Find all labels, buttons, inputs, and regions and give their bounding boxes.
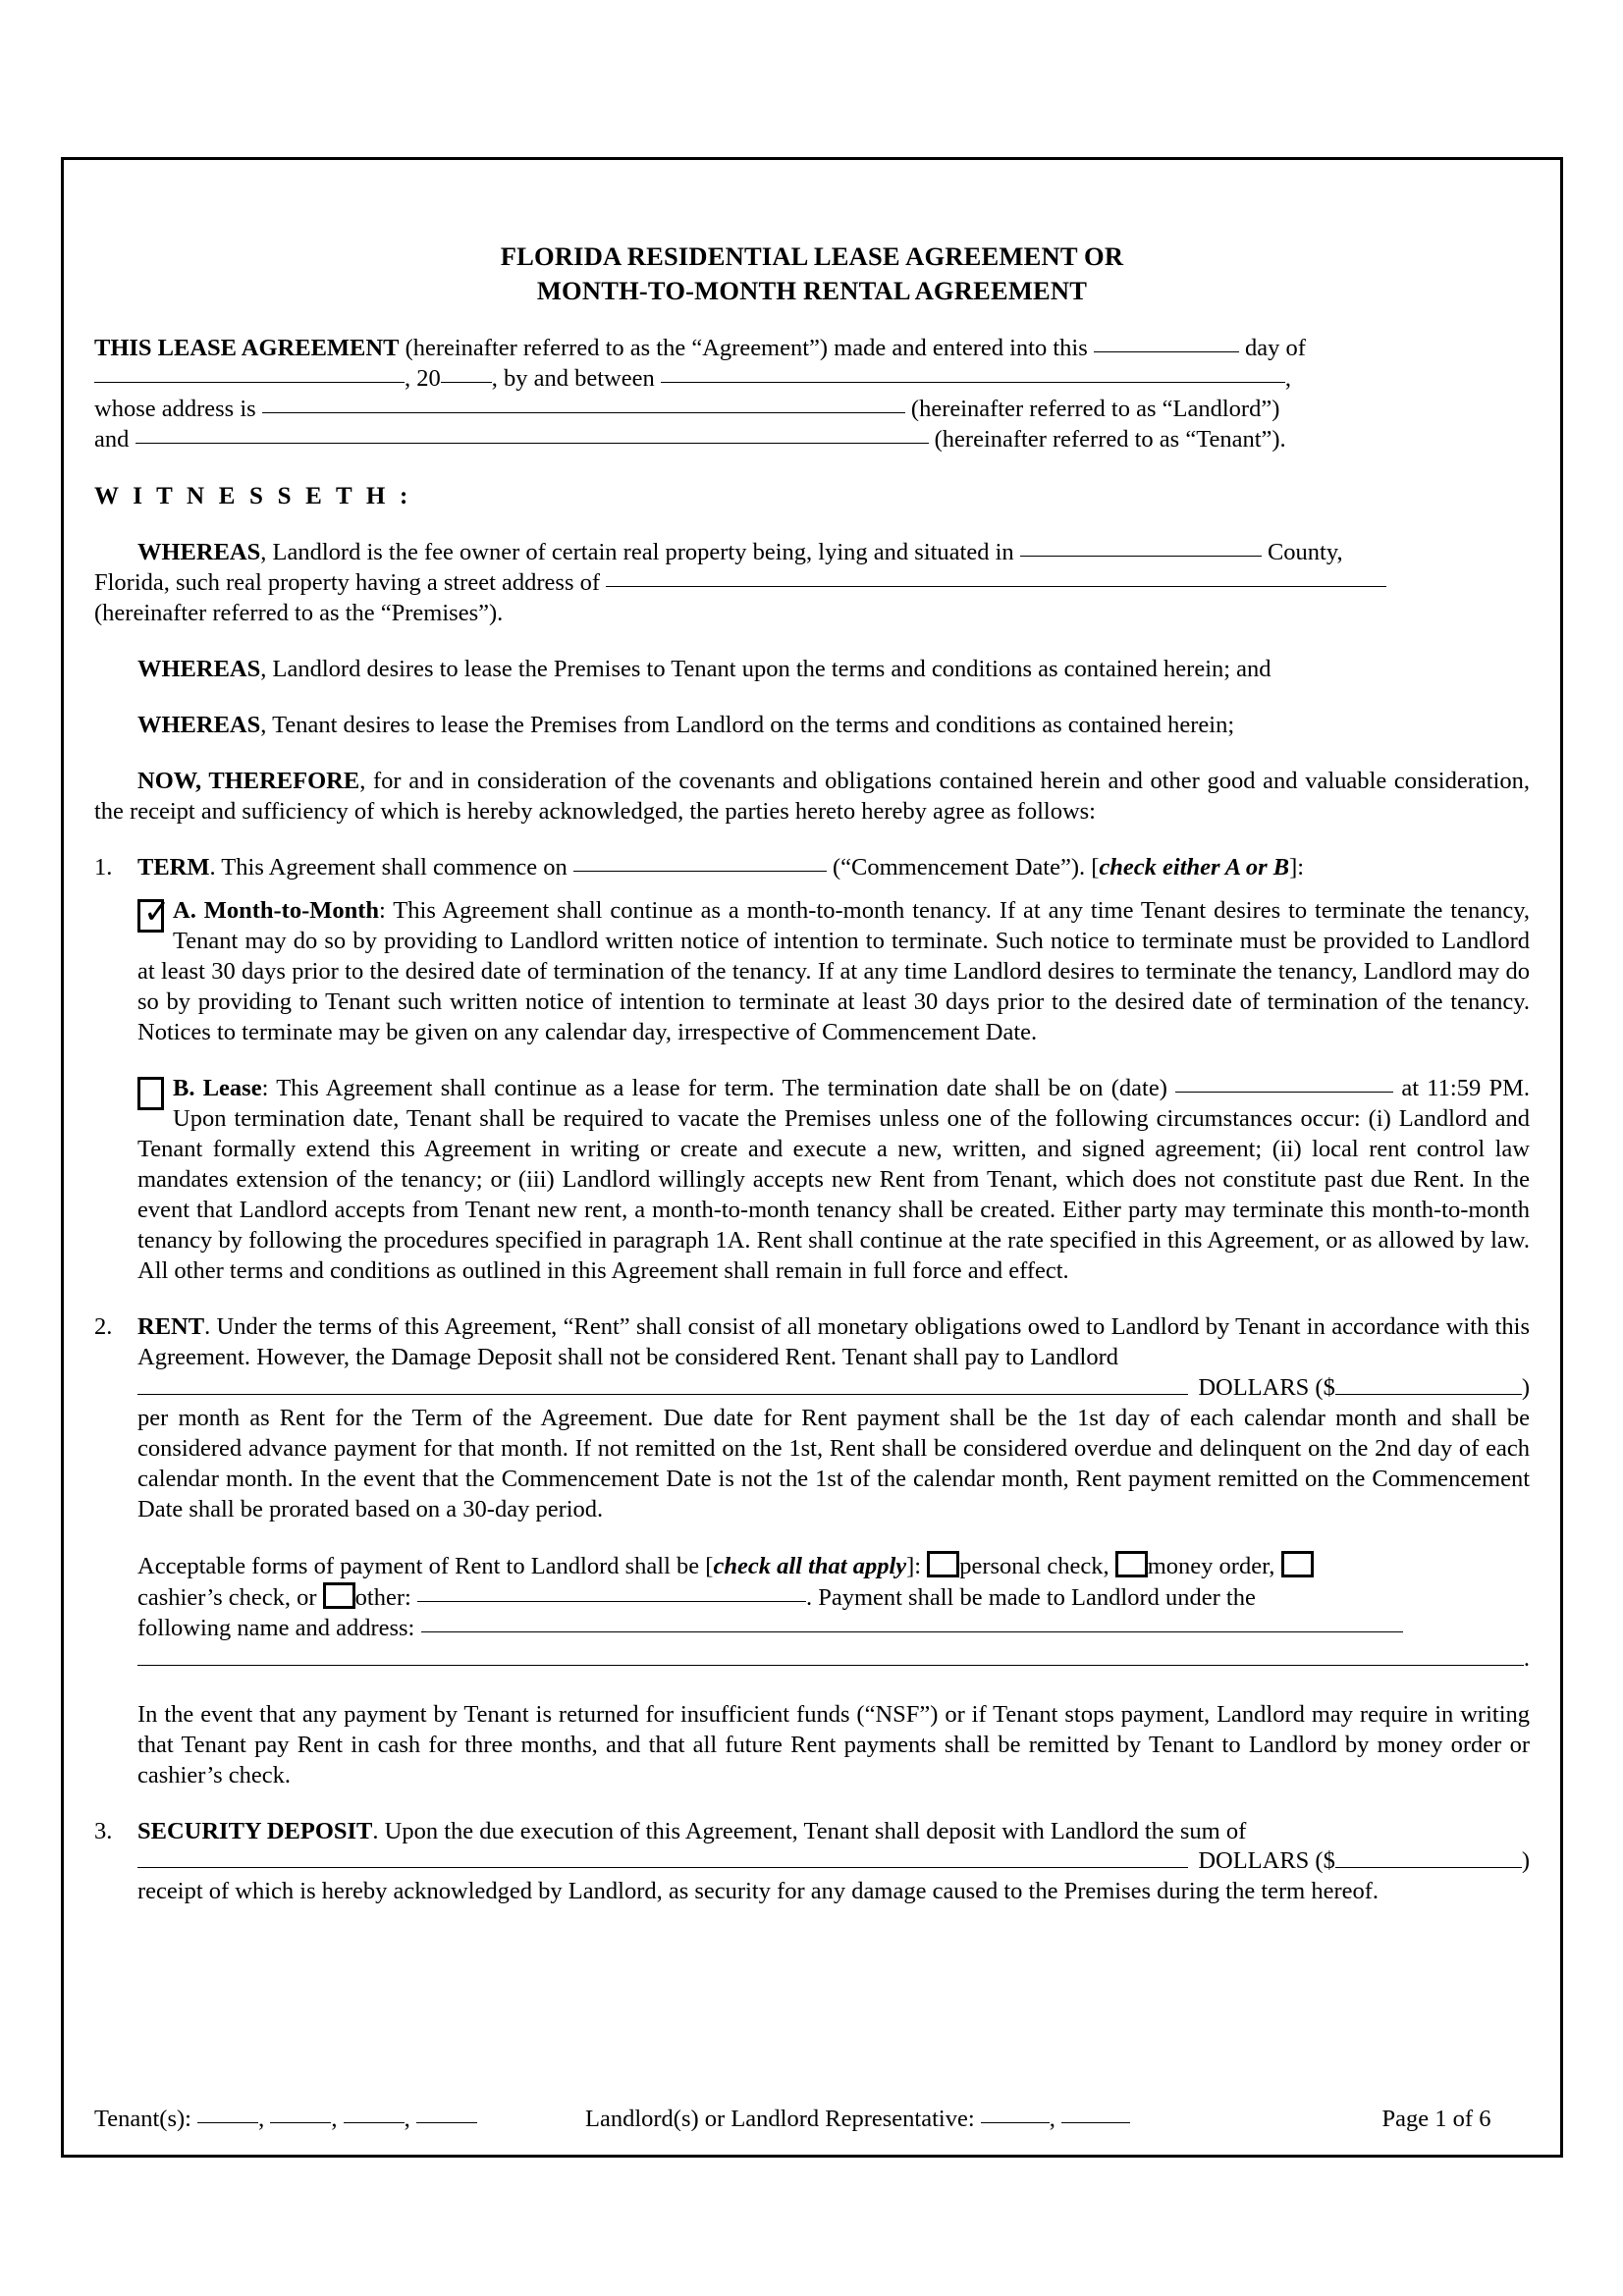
whereas-1 [94,538,1530,568]
now-therefore-text: , for and in consideration of the covenants and obligations contained herein and other good and valuable consideration, the receipt and sufficiency of which is hereby acknowledged, the parties hereto hereby agree as follows: [94,767,1531,825]
checkbox-other[interactable] [323,1582,355,1609]
clause-1-emph: check either A or B [1099,853,1290,881]
footer-landlord-label: Landlord(s) or Landlord Representative: [585,2106,975,2132]
payment-methods-line-3 [137,1614,1530,1644]
whereas-1-text-b: Florida, such real property having a street address of [94,569,601,597]
whereas-1-lead: WHEREAS [137,539,261,566]
payment-text-c: cashier’s check, or [137,1583,317,1611]
nsf-block [137,1700,1530,1791]
clause-1-number: 1. [94,853,113,881]
payment-methods-line-2 [137,1582,1530,1614]
and-label: and [94,426,130,454]
clause-2-text-a: . Under the terms of this Agreement, “Rent” shall consist of all monetary obligations owed to Landlord by Tenant in accordance with this Agreement. However, the Damage Deposit shall not be considered Rent. Tenant shall pay to Landlord [137,1312,1530,1370]
tenant-tag: (hereinafter referred to as “Tenant”). [934,426,1286,454]
option-a-text: : This Agreement shall continue as a month-to-month tenancy. If at any time Tenant desires to terminate the tenancy, Tenant may do so by providing to Landlord written notice of intention to terminate. Such notice to terminate must be provided to Landlord at least 30 days prior to the desired date of termination of the tenancy. If at any time Landlord desires to terminate the tenancy, Landlord may do so by providing to Tenant such written notice of intention to terminate at least 30 days prior to the desired date of termination of the tenancy. Notices to terminate may be given on any calendar day, irrespective of Commencement Date. [137,896,1530,1045]
payment-option-3: other: [354,1583,411,1611]
title-line-2: MONTH-TO-MONTH RENTAL AGREEMENT [536,276,1088,306]
whereas-1-text-a: , Landlord is the fee owner of certain real property being, lying and situated in [260,539,1014,566]
payment-text-a: Acceptable forms of payment of Rent to Landlord shall be [ [137,1552,714,1579]
payment-other-blank[interactable] [417,1601,806,1602]
whereas-1-text-c: (hereinafter referred to as the “Premises”). [94,600,504,626]
whereas-2-text: , Landlord desires to lease the Premises to Tenant upon the terms and conditions as contained herein; and [260,655,1271,682]
tenant-line [94,425,1530,455]
document-page [61,157,1563,2158]
landlord-initial-blank-2[interactable] [1061,2122,1130,2123]
clause-3-number: 3. [94,1817,113,1844]
checkbox-money-order[interactable] [1115,1551,1148,1577]
date-month-blank[interactable] [94,382,405,383]
whereas-2-lead: WHEREAS [137,655,261,682]
tenant-initial-blank-2[interactable] [270,2122,331,2123]
tenant-initial-blank-3[interactable] [344,2122,405,2123]
whereas-1-line-2 [94,568,1530,599]
intro-text-a: (hereinafter referred to as the “Agreement”) made and entered into this [405,335,1088,362]
date-year-blank[interactable] [441,382,492,383]
payment-emph: check all that apply [713,1552,907,1579]
clause-3-body [137,1817,1530,1847]
footer-landlord-signatures [585,2106,1343,2133]
payment-methods-block [137,1551,1530,1675]
intro-text-b: day of [1245,335,1306,362]
landlord-address-line [94,395,1530,425]
footer-page-number: Page 1 of 6 [1381,2106,1491,2132]
deposit-dollars-label: DOLLARS ($ [1198,1847,1335,1875]
landlord-address-blank[interactable] [262,412,905,413]
option-b-text-a: : This Agreement shall continue as a lease for term. The termination date shall be on (date) [261,1074,1167,1101]
rent-amount-number-blank[interactable] [1335,1394,1522,1395]
footer-tenant-label: Tenant(s): [94,2106,191,2132]
whereas-3 [94,711,1530,741]
rent-dollars-close: ) [1521,1373,1530,1401]
payment-methods-line-1 [137,1551,1530,1582]
deposit-amount-words-blank[interactable] [137,1867,1188,1868]
witnesseth-heading: W I T N E S S E T H : [94,483,412,510]
whereas-3-lead: WHEREAS [137,711,261,738]
clause-security-deposit [94,1817,1530,1847]
sep-4: , [1049,2106,1055,2132]
checkbox-personal-check[interactable] [927,1551,959,1577]
rent-terms-text: per month as Rent for the Term of the Agreement. Due date for Rent payment shall be the 1st day of each calendar month and shall be considered advance payment for that month. If not remitted on the 1st, Rent shall be considered overdue and delinquent on the 2nd day of each calendar month. In the event that the Commencement Date is not the 1st of the calendar month, Rent payment remitted on the Commencement Date shall be prorated based on a 30-day period. [137,1404,1530,1522]
sep-2: , [331,2106,338,2132]
payment-option-1: personal check, [959,1552,1109,1579]
intro-line-2: , 20 , by and between , [94,364,1530,395]
intro-year-prefix: , 20 [405,365,441,393]
clause-2-body [137,1312,1530,1373]
page-title [94,240,1530,308]
payment-name-address-blank-2[interactable] [137,1665,1524,1666]
county-blank[interactable] [1020,556,1262,557]
sep-3: , [404,2106,410,2132]
deposit-amount-number-blank[interactable] [1335,1867,1522,1868]
checkbox-cashiers-check[interactable] [1281,1551,1314,1577]
nsf-text: In the event that any payment by Tenant is returned for insufficient funds (“NSF”) or if Tenant stops payment, Landlord may require in writing that Tenant pay Rent in cash for three months, and that all future Rent payments shall be remitted by Tenant to Landlord by money order or cashier’s check. [137,1700,1530,1789]
county-label: County, [1267,539,1343,566]
rent-dollars-label: DOLLARS ($ [1198,1373,1335,1401]
payment-name-address-blank-1[interactable] [421,1631,1403,1632]
whereas-1-line-3 [94,599,1530,629]
landlord-name-blank[interactable] [661,382,1285,383]
option-b-block [137,1074,1530,1287]
payment-methods-line-4 [137,1644,1530,1675]
date-day-blank[interactable] [1094,351,1239,352]
payment-text-d: . Payment shall be made to Landlord under the [805,1583,1256,1611]
now-therefore-lead: NOW, THEREFORE [137,767,360,794]
rent-amount-words-blank[interactable] [137,1394,1188,1395]
sep-1: , [258,2106,265,2132]
whose-address-label: whose address is [94,396,256,423]
checkbox-lease[interactable] [137,1077,164,1110]
tenant-initial-blank-4[interactable] [416,2122,477,2123]
clause-1-body [137,853,1530,883]
commencement-date-blank[interactable] [573,871,827,872]
clause-1-text-b: (“Commencement Date”). [ [832,853,1100,881]
street-address-blank[interactable] [606,586,1386,587]
whereas-3-text: , Tenant desires to lease the Premises from Landlord on the terms and conditions as contained herein; [260,711,1235,738]
clause-3-text-a: . Upon the due execution of this Agreement, Tenant shall deposit with Landlord the sum of [372,1817,1247,1844]
clause-1-text-a: . This Agreement shall commence on [209,853,568,881]
clause-2-heading: RENT [137,1312,205,1340]
page-content [94,187,1530,2145]
option-b-label: B. Lease [173,1074,262,1101]
option-b-text-b: at 11:59 PM. Upon termination date, Tenant shall be required to vacate the Premises unless one of the following circumstances occur: (i) Landlord and Tenant formally extend this Agreement in writing or create and execute a new, written, and signed agreement; (ii) local rent control law mandates extension of the tenancy; or (iii) Landlord willingly accepts new Rent from Tenant, which does not constitute past due Rent. In the event that Landlord accepts from Tenant new rent, a month-to-month tenancy shall be created. Either party may terminate this month-to-month tenancy by following the procedures specified in paragraph 1A. Rent shall continue at the rate specified in this Agreement, or as allowed by law. All other terms and conditions as outlined in this Agreement shall remain in full force and effect. [137,1074,1530,1284]
clause-rent [94,1312,1530,1373]
title-line-1: FLORIDA RESIDENTIAL LEASE AGREEMENT OR [500,241,1124,271]
tenant-name-blank[interactable] [135,443,929,444]
footer-tenant-signatures [94,2106,585,2133]
option-a-block [137,891,1530,1048]
intro-paragraph [94,334,1530,364]
payment-text-b: ]: [906,1552,922,1579]
tenant-initial-blank-1[interactable] [197,2122,258,2123]
clause-2-number: 2. [94,1312,113,1340]
checkbox-month-to-month[interactable] [137,891,171,933]
deposit-dollars-close: ) [1521,1847,1530,1875]
landlord-tag: (hereinafter referred to as “Landlord”) [910,396,1280,423]
page-footer [94,2106,1530,2133]
security-deposit-amount-line [137,1846,1530,1907]
landlord-initial-blank-1[interactable] [981,2122,1050,2123]
now-therefore [94,767,1530,828]
payment-text-e: following name and address: [137,1614,415,1641]
clause-term [94,853,1530,883]
payment-period: . [1523,1644,1530,1672]
payment-option-2: money order, [1147,1552,1275,1579]
rent-amount-line [137,1373,1530,1525]
intro-lead: THIS LEASE AGREEMENT [94,335,400,362]
whereas-2 [94,655,1530,685]
clause-1-text-c: ]: [1289,853,1305,881]
intro-text-c: , by and between [491,365,655,393]
clause-1-heading: TERM [137,853,210,881]
termination-date-blank[interactable] [1175,1092,1393,1093]
checkmark-icon: ✓ [143,891,171,931]
option-a-label: A. Month-to-Month [173,896,380,924]
deposit-receipt-text: receipt of which is hereby acknowledged by Landlord, as security for any damage caused to the Premises during the term hereof. [137,1878,1380,1905]
clause-3-heading: SECURITY DEPOSIT [137,1817,373,1844]
